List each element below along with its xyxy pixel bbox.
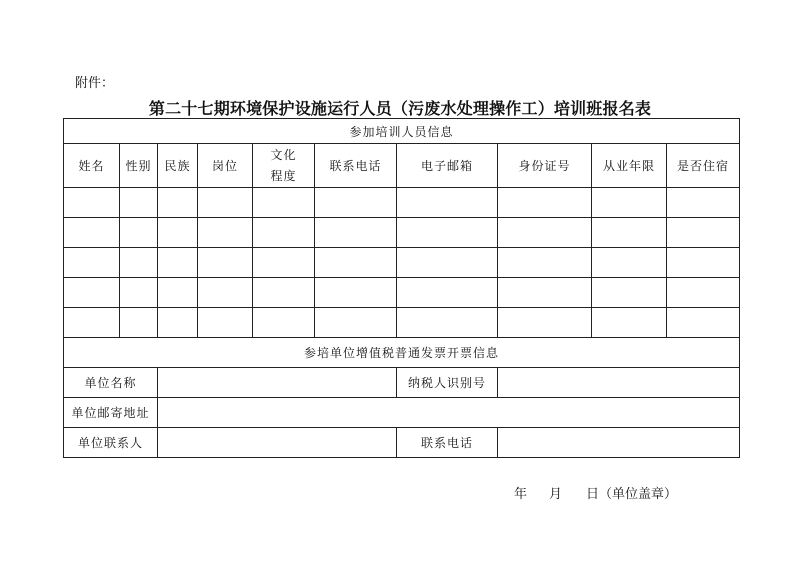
cell-input[interactable] [64,218,120,248]
participant-row [64,308,740,338]
participant-row [64,218,740,248]
cell-input[interactable] [315,218,397,248]
header-ethnicity: 民族 [158,144,198,188]
cell-input[interactable] [198,218,253,248]
cell-input[interactable] [315,278,397,308]
cell-input[interactable] [198,248,253,278]
cell-input[interactable] [592,278,667,308]
cell-input[interactable] [667,188,740,218]
cell-input[interactable] [667,278,740,308]
cell-input[interactable] [397,278,498,308]
cell-input[interactable] [158,188,198,218]
cell-input[interactable] [592,218,667,248]
cell-input[interactable] [397,308,498,338]
participant-row [64,248,740,278]
cell-input[interactable] [253,188,315,218]
cell-input[interactable] [397,218,498,248]
cell-input[interactable] [158,218,198,248]
cell-input[interactable] [498,308,592,338]
attachment-label: 附件： [75,76,115,91]
cell-input[interactable] [667,308,740,338]
cell-input[interactable] [158,278,198,308]
header-name: 姓名 [64,144,120,188]
cell-input[interactable] [120,218,158,248]
cell-input[interactable] [498,188,592,218]
section-invoice-title: 参培单位增值税普通发票开票信息 [64,338,740,368]
header-gender: 性别 [120,144,158,188]
header-education-line2: 程度 [270,168,297,183]
mailing-address-field[interactable] [158,398,740,428]
cell-input[interactable] [120,248,158,278]
cell-input[interactable] [397,188,498,218]
contact-phone-field[interactable] [498,428,740,458]
header-position: 岗位 [198,144,253,188]
cell-input[interactable] [158,248,198,278]
cell-input[interactable] [120,278,158,308]
registration-table [63,118,740,458]
header-lodging: 是否住宿 [667,144,740,188]
cell-input[interactable] [253,278,315,308]
cell-input[interactable] [315,248,397,278]
cell-input[interactable] [64,278,120,308]
participant-row [64,278,740,308]
footer-day-stamp: 日（单位盖章） [586,487,678,502]
header-email: 电子邮箱 [397,144,498,188]
footer-year: 年 [514,487,528,502]
cell-input[interactable] [592,248,667,278]
taxpayer-id-label: 纳税人识别号 [397,368,498,398]
cell-input[interactable] [667,218,740,248]
cell-input[interactable] [315,188,397,218]
cell-input[interactable] [120,308,158,338]
contact-person-label: 单位联系人 [64,428,158,458]
header-years: 从业年限 [592,144,667,188]
unit-name-label: 单位名称 [64,368,158,398]
section-participants-title: 参加培训人员信息 [64,119,740,144]
cell-input[interactable] [64,248,120,278]
cell-input[interactable] [253,218,315,248]
cell-input[interactable] [315,308,397,338]
cell-input[interactable] [592,188,667,218]
cell-input[interactable] [198,188,253,218]
cell-input[interactable] [498,278,592,308]
mailing-address-label: 单位邮寄地址 [64,398,158,428]
taxpayer-id-field[interactable] [498,368,740,398]
form-title: 第二十七期环境保护设施运行人员（污废水处理操作工）培训班报名表 [148,99,652,118]
unit-name-field[interactable] [158,368,397,398]
cell-input[interactable] [498,248,592,278]
contact-person-field[interactable] [158,428,397,458]
contact-phone-label: 联系电话 [397,428,498,458]
header-education [253,144,315,188]
footer-month: 月 [549,487,563,502]
cell-input[interactable] [253,248,315,278]
header-education-line1: 文化 [270,147,297,162]
cell-input[interactable] [158,308,198,338]
header-id-number: 身份证号 [498,144,592,188]
cell-input[interactable] [64,308,120,338]
cell-input[interactable] [667,248,740,278]
cell-input[interactable] [253,308,315,338]
cell-input[interactable] [198,278,253,308]
cell-input[interactable] [198,308,253,338]
cell-input[interactable] [397,248,498,278]
cell-input[interactable] [592,308,667,338]
cell-input[interactable] [64,188,120,218]
cell-input[interactable] [120,188,158,218]
cell-input[interactable] [498,218,592,248]
header-phone: 联系电话 [315,144,397,188]
participant-row [64,188,740,218]
